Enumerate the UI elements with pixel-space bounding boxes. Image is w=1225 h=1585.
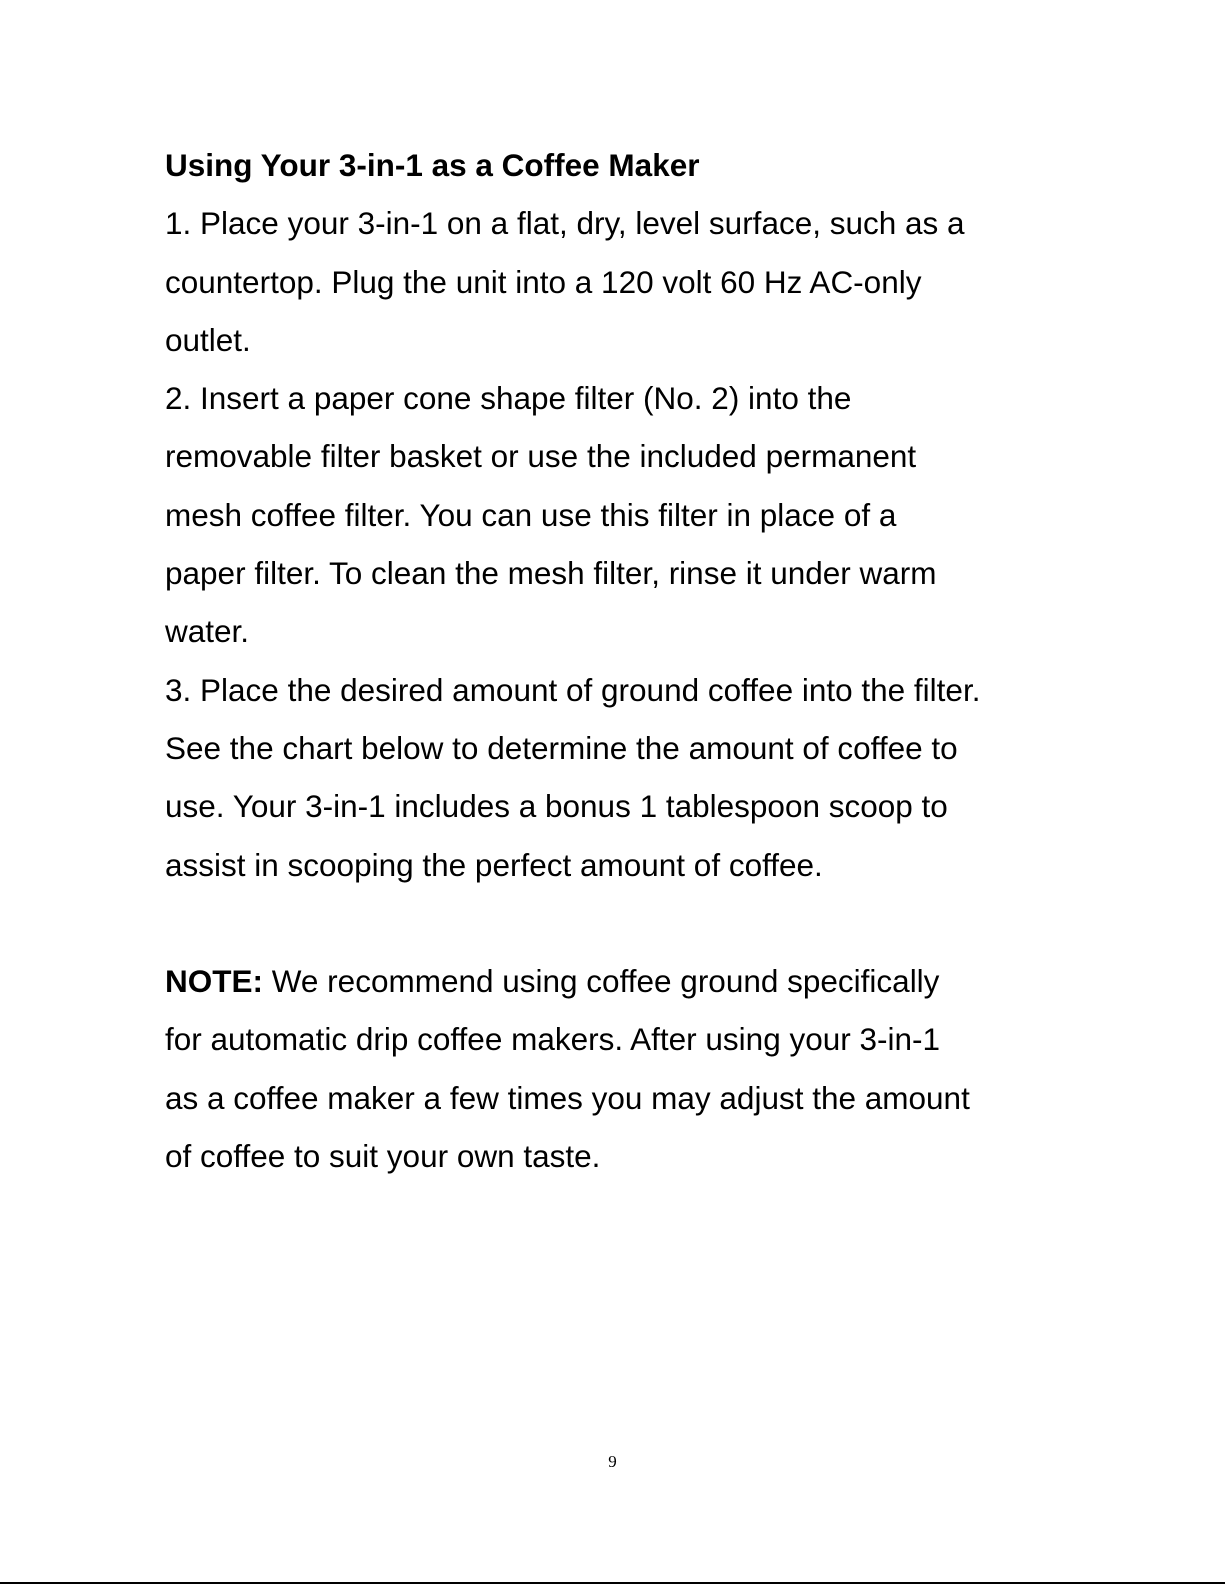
paragraph-gap [165, 894, 1065, 952]
note-line: for automatic drip coffee makers. After using your 3-in-1 [165, 1021, 941, 1058]
step-2 [165, 369, 1065, 660]
note-line: of coffee to suit your own taste. [165, 1138, 601, 1175]
step-1 [165, 194, 1065, 369]
step-2-line: 2. Insert a paper cone shape filter (No. 2) into the [165, 380, 852, 417]
step-2-line: paper filter. To clean the mesh filter, rinse it under warm [165, 555, 937, 592]
section-heading: Using Your 3-in-1 as a Coffee Maker [165, 147, 700, 183]
page-number: 9 [608, 1452, 617, 1471]
page-content [165, 136, 1065, 1185]
step-1-line: 1. Place your 3-in-1 on a flat, dry, level surface, such as a [165, 205, 965, 242]
step-3-line: See the chart below to determine the amount of coffee to [165, 729, 958, 766]
note-text: We recommend using coffee ground specifically [263, 963, 940, 1000]
step-2-line: mesh coffee filter. You can use this filter in place of a [165, 496, 897, 533]
note-line: as a coffee maker a few times you may adjust the amount [165, 1079, 970, 1116]
step-3 [165, 661, 1065, 894]
step-2-line: removable filter basket or use the included permanent [165, 438, 917, 475]
step-1-line: outlet. [165, 321, 251, 358]
note-block [165, 952, 1065, 1185]
step-2-line: water. [165, 613, 250, 650]
step-1-line: countertop. Plug the unit into a 120 volt 60 Hz AC-only [165, 263, 922, 300]
bottom-divider [0, 1582, 1225, 1584]
step-3-line: 3. Place the desired amount of ground coffee into the filter. [165, 671, 981, 708]
step-3-line: use. Your 3-in-1 includes a bonus 1 tablespoon scoop to [165, 788, 948, 825]
note-first-line [165, 952, 1065, 1010]
note-label: NOTE: [165, 963, 263, 1000]
step-3-line: assist in scooping the perfect amount of coffee. [165, 846, 823, 883]
